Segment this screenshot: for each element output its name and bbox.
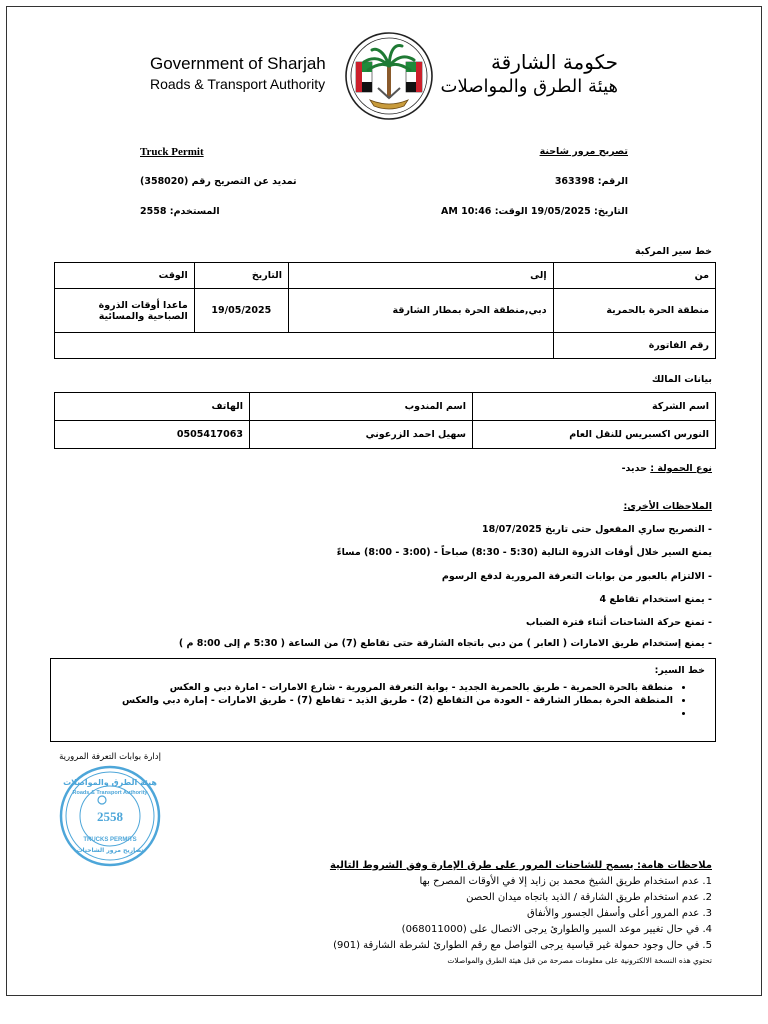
header-en-authority: Roads & Transport Authority [150, 76, 326, 92]
stamp-bottom-en: TRUCKS PERMITS [83, 837, 137, 843]
route-from: منطقة الحرة بالحمرية [553, 289, 715, 333]
condition-item: 5. في حال وجود حمولة غير قياسية يرجى التواصل مع رقم الطوارئ لشرطة الشارقة (901) [333, 940, 712, 951]
header-phone: الهاتف [55, 393, 250, 421]
load-label: نوع الحمولة : [650, 463, 712, 474]
date-value: 19/05/2025 [530, 206, 591, 217]
invoice-value [55, 333, 554, 359]
permit-title-ar: تصريح مرور شاحنة [539, 146, 628, 157]
route-list [61, 682, 705, 719]
header-company: اسم الشركة [473, 393, 716, 421]
owner-company: النورس اكسبريس للنقل العام [473, 421, 716, 449]
stamp-caption: إدارة بوابات التعرفة المرورية [59, 752, 161, 762]
load-value: حديد- [621, 463, 647, 474]
permit-number-value: 363398 [554, 176, 595, 187]
other-notes-title: الملاحظات الأخرى: [623, 501, 712, 512]
note-item: - التصريح ساري المفعول حتى تاريخ 18/07/2025 [481, 524, 712, 535]
stamp-en-text: Roads & Transport Authority [72, 790, 148, 796]
stamp-number: 2558 [97, 809, 123, 824]
vehicle-route-title: خط سير المركبة [634, 246, 712, 257]
header-from: من [553, 263, 715, 289]
note-item: - يمنع استخدام تقاطع 4 [599, 594, 712, 605]
note-item: يمنع السير خلال أوقات الذروة التالية (5:30 - 8:30) صباحاً - (3:00 - 8:00) مساءً [336, 547, 712, 558]
table-row [55, 263, 716, 289]
permit-user [140, 206, 220, 217]
condition-item: 1. عدم استخدام طريق الشيخ محمد بن زايد إلا في الأوقات المصرح بها [419, 876, 712, 887]
conditions-footer: تحتوي هذه النسخة الالكترونية على معلومات مصرحة من قبل هيئة الطرق والمواصلات [447, 956, 712, 965]
table-row [55, 421, 716, 449]
route-item [61, 708, 673, 719]
renewal-text: تمديد عن التصريح رقم (358020) [140, 176, 297, 187]
stamp-seal [58, 764, 162, 868]
sharjah-emblem-icon [344, 28, 434, 124]
owner-rep: سهيل احمد الزرعوني [250, 421, 473, 449]
header-arabic [441, 50, 618, 97]
route-to: دبي,منطقة الحرة بمطار الشارقة [288, 289, 553, 333]
stamp-area [54, 752, 166, 868]
permit-number-label: الرقم: [597, 176, 628, 187]
permit-title-en: Truck Permit [140, 146, 204, 158]
condition-item: 3. عدم المرور أعلى وأسفل الجسور والأنفاق [527, 908, 712, 919]
header-rep: اسم المندوب [250, 393, 473, 421]
table-row [55, 333, 716, 359]
route-item: • منطقة بالحرة الحمرية - طريق بالحمرية الجديد - بوابة التعرفة المرورية - شارع الامارات - امارة دبي و العكس [61, 682, 673, 693]
note-item: - الالتزام بالعبور من بوابات التعرفة المرورية لدفع الرسوم [441, 571, 712, 582]
route-box [50, 658, 716, 742]
route-time: ماعدا أوقات الذروة الصباحية والمسائية [55, 289, 195, 333]
load-type [622, 463, 712, 474]
owner-phone: 0505417063 [55, 421, 250, 449]
table-row [55, 289, 716, 333]
header-english [150, 54, 326, 92]
header-en-government: Government of Sharjah [150, 54, 326, 73]
header-date: التاريخ [194, 263, 288, 289]
time-label: الوقت: [494, 206, 528, 217]
route-date: 19/05/2025 [194, 289, 288, 333]
stamp-bottom-ar: تصاريح مرور الشاحنات [76, 847, 144, 854]
user-value: 2558 [140, 206, 167, 217]
time-value: 10:46 AM [441, 206, 492, 217]
invoice-label: رقم الفاتورة [553, 333, 715, 359]
conditions-title: ملاحظات هامة: يسمح للشاحنات المرور على طرق الإمارة وفق الشروط التالية [329, 860, 712, 871]
conditions [112, 860, 712, 965]
condition-item: 2. عدم استخدام طريق الشارقة / الذيد باتجاه ميدان الحصن [466, 892, 712, 903]
header-time: الوقت [55, 263, 195, 289]
route-item: • المنطقة الحرة بمطار الشارقة - العودة من التقاطع (2) - طريق الذيد - تقاطع (7) - طريق الامارات - إمارة دبي والعكس [61, 695, 673, 706]
header-ar-government: حكومة الشارقة [490, 50, 618, 74]
user-label: المستخدم: [169, 206, 220, 217]
note-item: - تمنع حركة الشاحنات أثناء فترة الضباب [526, 617, 712, 628]
table-row [55, 393, 716, 421]
vehicle-route-table [54, 262, 716, 359]
route-box-title: خط السير: [654, 665, 705, 676]
header-to: إلى [288, 263, 553, 289]
header-ar-authority: هيئة الطرق والمواصلات [440, 76, 618, 97]
owner-title: بيانات المالك [651, 374, 712, 385]
note-item: - يمنع إستخدام طريق الامارات ( العابر ) من دبي باتجاه الشارقة حتى تقاطع (7) من الساعة ( 5:30 م إلى 8:00 م ) [178, 638, 712, 649]
stamp-ar-text: هيئة الطرق والمواصلات [63, 778, 157, 787]
date-label: التاريخ: [594, 206, 628, 217]
condition-item: 4. في حال تغيير موعد السير والطوارئ يرجى الاتصال على (068011000) [401, 924, 712, 935]
owner-table [54, 392, 716, 449]
permit-number [555, 176, 628, 187]
permit-datetime [441, 206, 628, 217]
